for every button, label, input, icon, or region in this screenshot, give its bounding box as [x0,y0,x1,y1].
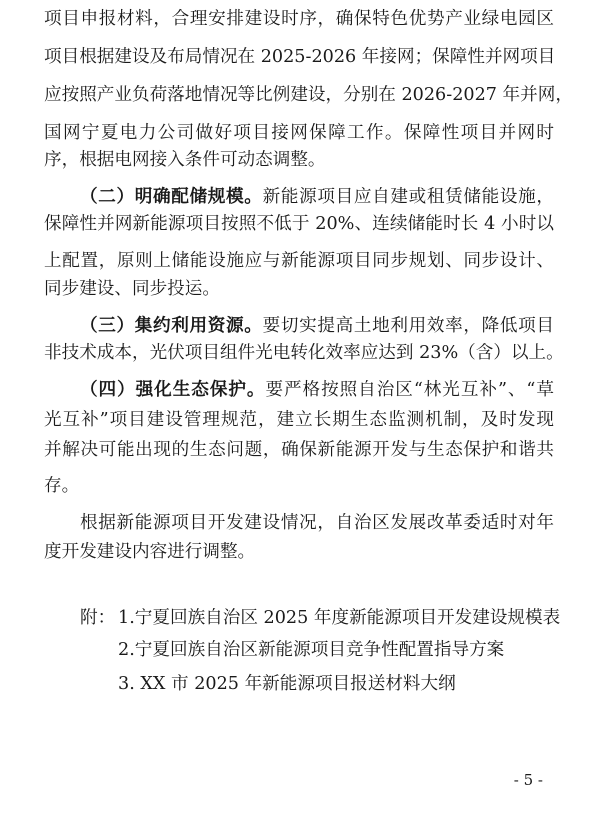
body-text-line: 上配置，原则上储能设施应与新能源项目同步规划、同步设计、 [44,251,554,271]
section-text: 要严格按照自治区“林光互补”、“草 [265,380,554,400]
body-text-line: 保障性并网新能源项目按照不低于 20%、连续储能时长 4 小时以 [44,214,554,234]
section-heading: （二）明确配储规模。 [80,186,263,207]
body-text-line: 项目申报材料，合理安排建设时序，确保特色优势产业绿电园区 [44,9,554,29]
section-text: 新能源项目应自建或租赁储能设施， [262,187,554,207]
body-text-line: 应按照产业负荷落地情况等比例建设，分别在 2026-2027 年并网， [44,85,573,105]
section-first-line [80,378,554,402]
body-text-line: 项目根据建设及布局情况在 2025-2026 年接网；保障性并网项目 [44,47,556,67]
attachments-label: 附： [80,608,116,628]
body-text-line: 并解决可能出现的生态问题，确保新能源开发与生态保护和谐共 [44,440,554,460]
attachment-item: 3. XX 市 2025 年新能源项目报送材料大纲 [118,674,456,694]
page-number: - 5 - [513,771,543,789]
body-text-line: 度开发建设内容进行调整。 [44,542,256,562]
body-text-line: 序，根据电网接入条件可动态调整。 [44,150,326,170]
attachment-item: 1.宁夏回族自治区 2025 年度新能源项目开发建设规模表 [118,608,561,628]
attachment-item: 2.宁夏回族自治区新能源项目竞争性配置指导方案 [118,640,505,660]
body-text-line: 光互补”项目建设管理规范，建立长期生态监测机制，及时发现 [44,410,554,430]
body-text-line: 根据新能源项目开发建设情况，自治区发展改革委适时对年 [80,513,554,533]
section-heading: （三）集约利用资源。 [80,315,263,336]
body-text-line: 非技术成本，光伏项目组件光电转化效率应达到 23%（含）以上。 [44,343,564,363]
section-first-line [80,314,554,338]
body-text-line: 国网宁夏电力公司做好项目接网保障工作。保障性项目并网时 [44,123,554,143]
body-text-line: 同步建设、同步投运。 [44,279,220,299]
section-text: 要切实提高土地利用效率，降低项目 [262,316,554,336]
body-text-line: 存。 [44,476,80,496]
section-first-line [80,185,554,209]
section-heading: （四）强化生态保护。 [80,379,266,400]
